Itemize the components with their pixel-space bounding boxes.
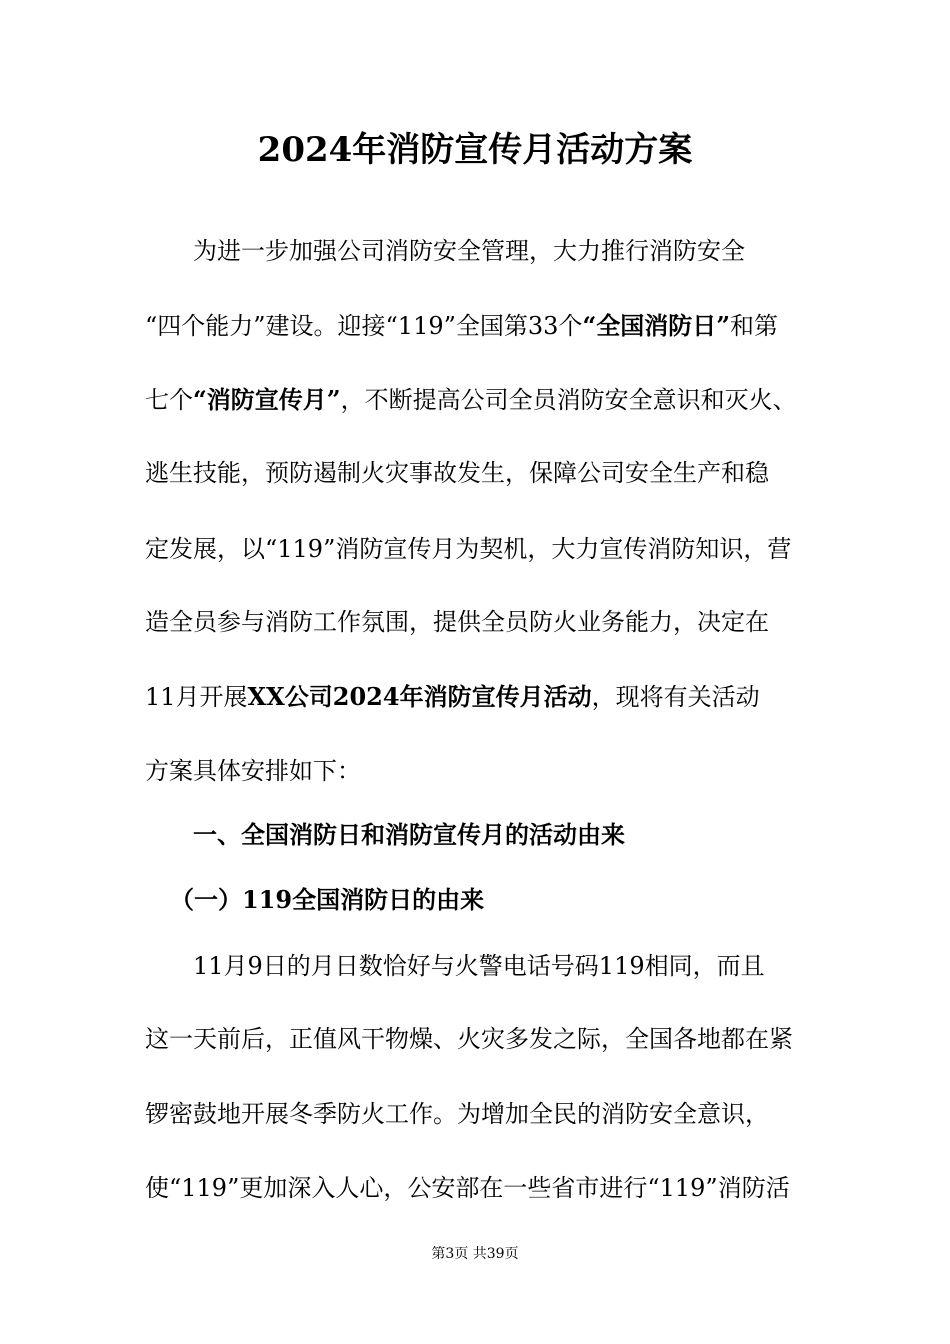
section-heading: 一、全国消防日和消防宣传月的活动由来 bbox=[193, 820, 625, 849]
text-segment: ，不断提高公司全员消防安全意识和灭火、 bbox=[340, 386, 797, 414]
subsection-heading: （一）119全国消防日的由来 bbox=[170, 885, 485, 914]
intro-line bbox=[145, 384, 805, 416]
page-footer: 第3页 共39页 bbox=[431, 1246, 519, 1262]
body-line: 使“119”更加深入人心，公安部在一些省市进行“119”消防活 bbox=[145, 1174, 790, 1202]
text-segment: 为进一步加强公司消防安全管理，大力推行消防安全 bbox=[193, 237, 745, 265]
text-segment: “四个能力”建设。迎接“119”全国第33个 bbox=[145, 312, 583, 340]
text-segment: 逃生技能，预防遏制火灾事故发生，保障公司安全生产和稳 bbox=[145, 459, 769, 487]
body-line: 11月9日的月日数恰好与火警电话号码119相同，而且 bbox=[193, 952, 765, 980]
text-segment: 和第 bbox=[730, 312, 779, 340]
body-line: 锣密鼓地开展冬季防火工作。为增加全民的消防安全意识， bbox=[145, 1100, 769, 1128]
bold-text-segment: “消防宣传月” bbox=[193, 385, 341, 414]
document-title: 2024年消防宣传月活动方案 bbox=[257, 130, 693, 170]
text-segment: 七个 bbox=[145, 386, 193, 414]
text-segment: 定发展，以“119”消防宣传月为契机，大力宣传消防知识，营 bbox=[145, 535, 792, 563]
bold-text-segment: “全国消防日” bbox=[582, 311, 731, 340]
intro-line bbox=[145, 606, 805, 638]
intro-line bbox=[193, 235, 853, 267]
intro-line bbox=[145, 533, 805, 565]
text-segment: ，现将有关活动 bbox=[591, 683, 760, 711]
text-segment: 方案具体安排如下： bbox=[145, 757, 361, 785]
intro-line bbox=[145, 310, 805, 342]
intro-line bbox=[145, 755, 805, 787]
text-segment: 造全员参与消防工作氛围，提供全员防火业务能力，决定在 bbox=[145, 608, 769, 636]
text-segment: 11月开展 bbox=[145, 683, 248, 711]
intro-line bbox=[145, 681, 805, 713]
intro-line bbox=[145, 457, 805, 489]
body-line: 这一天前后，正值风干物燥、火灾多发之际，全国各地都在紧 bbox=[145, 1025, 793, 1053]
bold-text-segment: XX公司2024年消防宣传月活动 bbox=[247, 682, 592, 711]
